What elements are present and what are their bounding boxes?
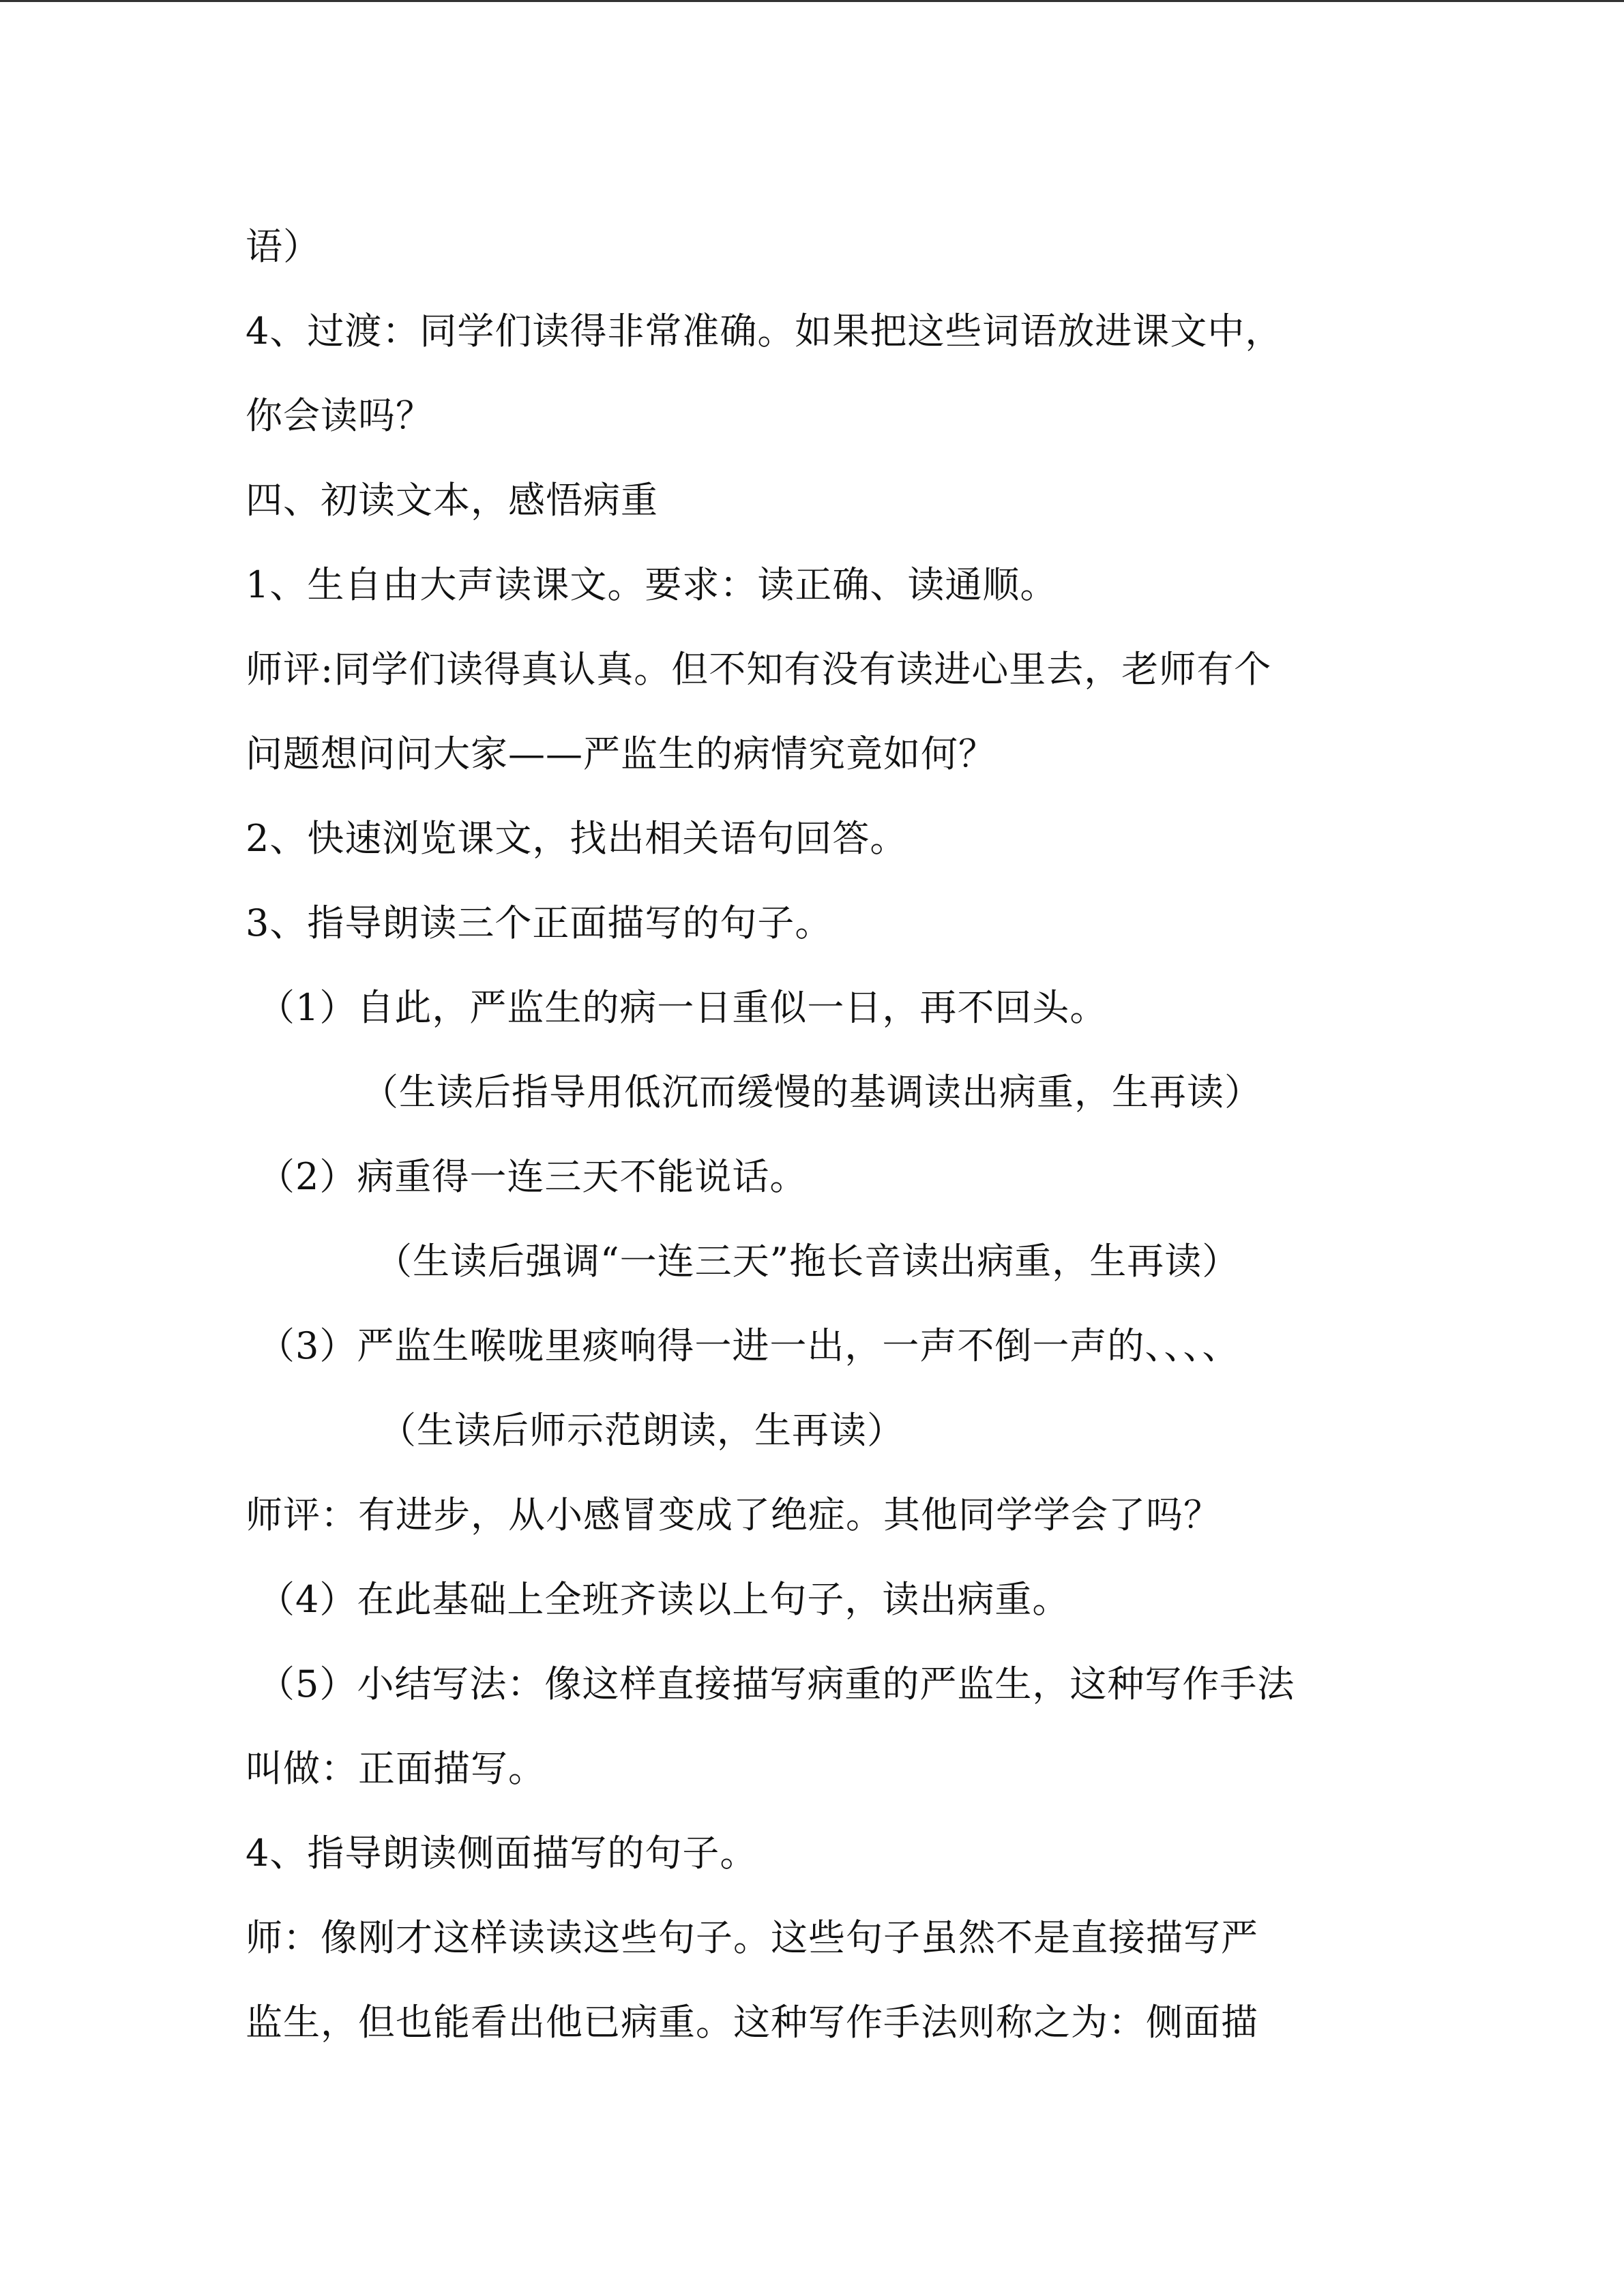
text-line: 2、快速浏览课文，找出相关语句回答。 (246, 817, 908, 860)
numbered-sentence: （1）自此，严监生的病一日重似一日，再不回头。 (258, 986, 1108, 1029)
numbered-sentence: （3）严监生喉咙里痰响得一进一出，一声不倒一声的、、、、 (258, 1324, 1240, 1367)
text-line: 师：像刚才这样读读这些句子。这些句子虽然不是直接描写严 (246, 1916, 1258, 1959)
text-line: 3、指导朗读三个正面描写的句子。 (246, 901, 833, 944)
text-line: 叫做：正面描写。 (246, 1747, 546, 1790)
text-line: 4、过渡：同学们读得非常准确。如果把这些词语放进课文中， (246, 310, 1283, 353)
numbered-sentence: （4）在此基础上全班齐读以上句子，读出病重。 (258, 1578, 1070, 1621)
document-body (246, 205, 1391, 2065)
reading-note: （生读后师示范朗读，生再读） (379, 1409, 904, 1452)
text-line: 语） (246, 225, 321, 268)
text-line: 1、生自由大声读课文。要求：读正确、读通顺。 (246, 563, 1058, 606)
section-heading: 四、初读文本，感悟病重 (246, 479, 658, 522)
text-line: 问题想问问大家——严监生的病情究竟如何？ (246, 732, 996, 775)
text-line: 4、指导朗读侧面描写的句子。 (246, 1832, 758, 1875)
text-line: 师评：有进步，从小感冒变成了绝症。其他同学学会了吗？ (246, 1493, 1221, 1536)
text-line: 你会读吗？ (246, 394, 433, 437)
numbered-sentence: （5）小结写法：像这样直接描写病重的严监生，这种写作手法 (258, 1663, 1295, 1705)
reading-note: （生读后强调“一连三天”拖长音读出病重，生再读） (375, 1240, 1240, 1283)
text-line: 监生，但也能看出他已病重。这种写作手法则称之为：侧面描 (246, 2001, 1258, 2044)
reading-note: （生读后指导用低沉而缓慢的基调读出病重，生再读） (361, 1071, 1262, 1114)
text-line: 师评:同学们读得真认真。但不知有没有读进心里去，老师有个 (246, 648, 1272, 691)
top-border-line (0, 0, 1624, 2)
numbered-sentence: （2）病重得一连三天不能说话。 (258, 1155, 808, 1198)
